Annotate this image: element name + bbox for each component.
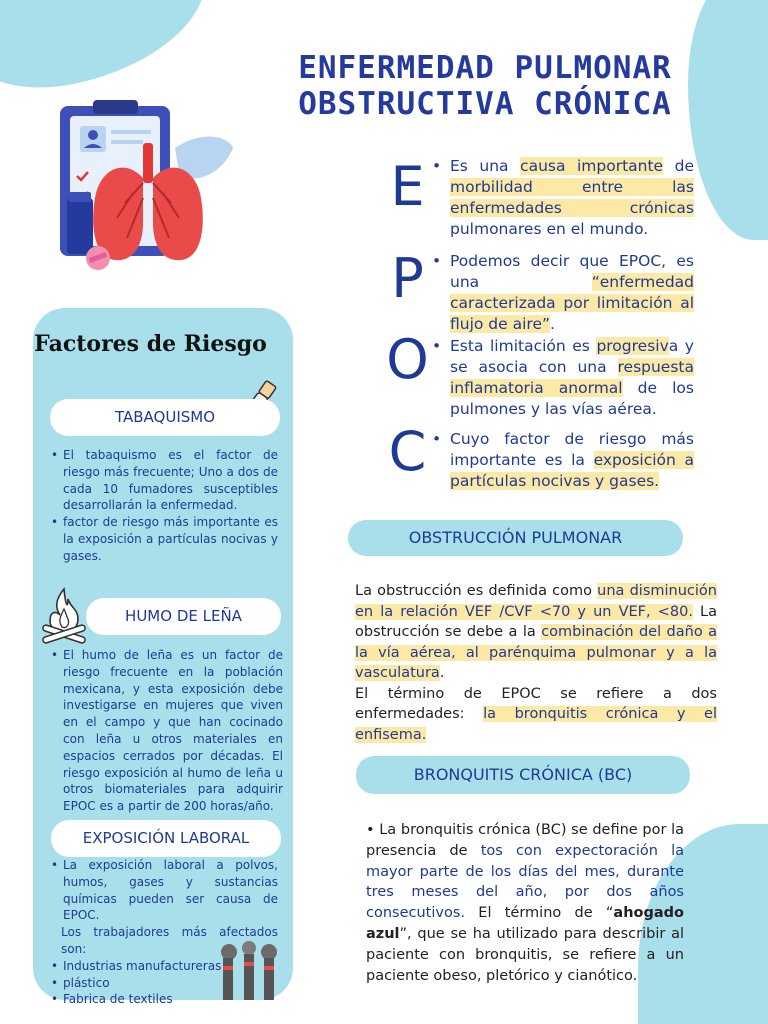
page-title <box>220 50 750 122</box>
epoc-letter-p: P <box>391 247 424 310</box>
title-line-1: ENFERMEDAD PULMONAR <box>298 50 672 86</box>
tabaquismo-text <box>51 447 278 565</box>
epoc-letter-c: C <box>388 420 427 483</box>
bronquitis-heading: BRONQUITIS CRÓNICA (BC) <box>356 756 690 794</box>
epoc-item-1: • Es una causa importante de morbilidad entre las enfermedades crónicas pulmonares en el mundo. <box>432 157 694 238</box>
title-line-2: OBSTRUCTIVA CRÓNICA <box>298 86 672 122</box>
risk-factors-title: Factores de Riesgo <box>34 331 267 357</box>
epoc-item-4: • Cuyo factor de riesgo más importante es la exposición a partículas nocivas y gases. <box>432 430 695 490</box>
epoc-letter-o: O <box>386 328 429 391</box>
tabaquismo-label: TABAQUISMO <box>50 399 280 436</box>
obstruccion-heading: OBSTRUCCIÓN PULMONAR <box>348 520 683 556</box>
list-item: • Industrias manufactureras <box>51 958 278 975</box>
epoc-letter-e: E <box>390 155 425 218</box>
epoc-item-3: • Esta limitación es progresiva y se asocia con una respuesta inflamatoria anormal de los pulmones y las vías aérea. <box>432 337 694 418</box>
list-item: • La exposición laboral a polvos, humos, gases y sustancias químicas pueden ser causa de EPOC. <box>51 857 278 924</box>
factory-icon <box>215 940 285 1002</box>
list-item: • El tabaquismo es el factor de riesgo más frecuente; Uno a dos de cada 10 fumadores susceptibles desarrollarán la enfermedad. <box>51 447 278 514</box>
bronquitis-text: • La bronquitis crónica (BC) se define por la presencia de tos con expectoración la mayor parte de los días del mes, durante tres meses del año, por dos años consecutivos. El término de “ahogado azul”, que se ha utilizado para describir al paciente con bronquitis, se refiere a un paciente obeso, pletórico y cianótico. <box>366 822 684 984</box>
obstruccion-text: La obstrucción es definida como una disminución en la relación VEF /CVF <70 y un VEF, <80. La obstrucción se debe a la combinación del daño a la vía aérea, al parénquima pulmonar y a la vasculatura. El término de EPOC se refiere a dos enfermedades: la bronquitis crónica y el enfisema. <box>355 583 718 743</box>
campfire-icon <box>38 585 90 645</box>
list-item: • Fabrica de textiles <box>51 991 278 1008</box>
laboral-label: EXPOSICIÓN LABORAL <box>51 820 281 857</box>
list-item: • plástico <box>51 975 278 992</box>
list-item: • factor de riesgo más importante es la exposición a partículas nocivas y gases. <box>51 514 278 564</box>
humo-label: HUMO DE LEÑA <box>86 598 281 635</box>
humo-text <box>51 647 283 815</box>
laboral-intro: Los trabajadores más afectados son: <box>61 925 278 956</box>
lungs-with-clipboard-illustration <box>55 88 240 278</box>
list-item: • El humo de leña es un factor de riesgo frecuente en la población mexicana, y esta exposición debe investigarse en mujeres que viven en el campo y que han cocinado con leña u otros materiales en espacios cerrados por décadas. El riesgo exposición al humo de leña u otros biomateriales para adquirir EPOC es a partir de 200 horas/año. <box>51 647 283 815</box>
epoc-item-2: • Podemos decir que EPOC, es una “enfermedad caracterizada por limitación al flujo de aire”. <box>432 252 694 333</box>
